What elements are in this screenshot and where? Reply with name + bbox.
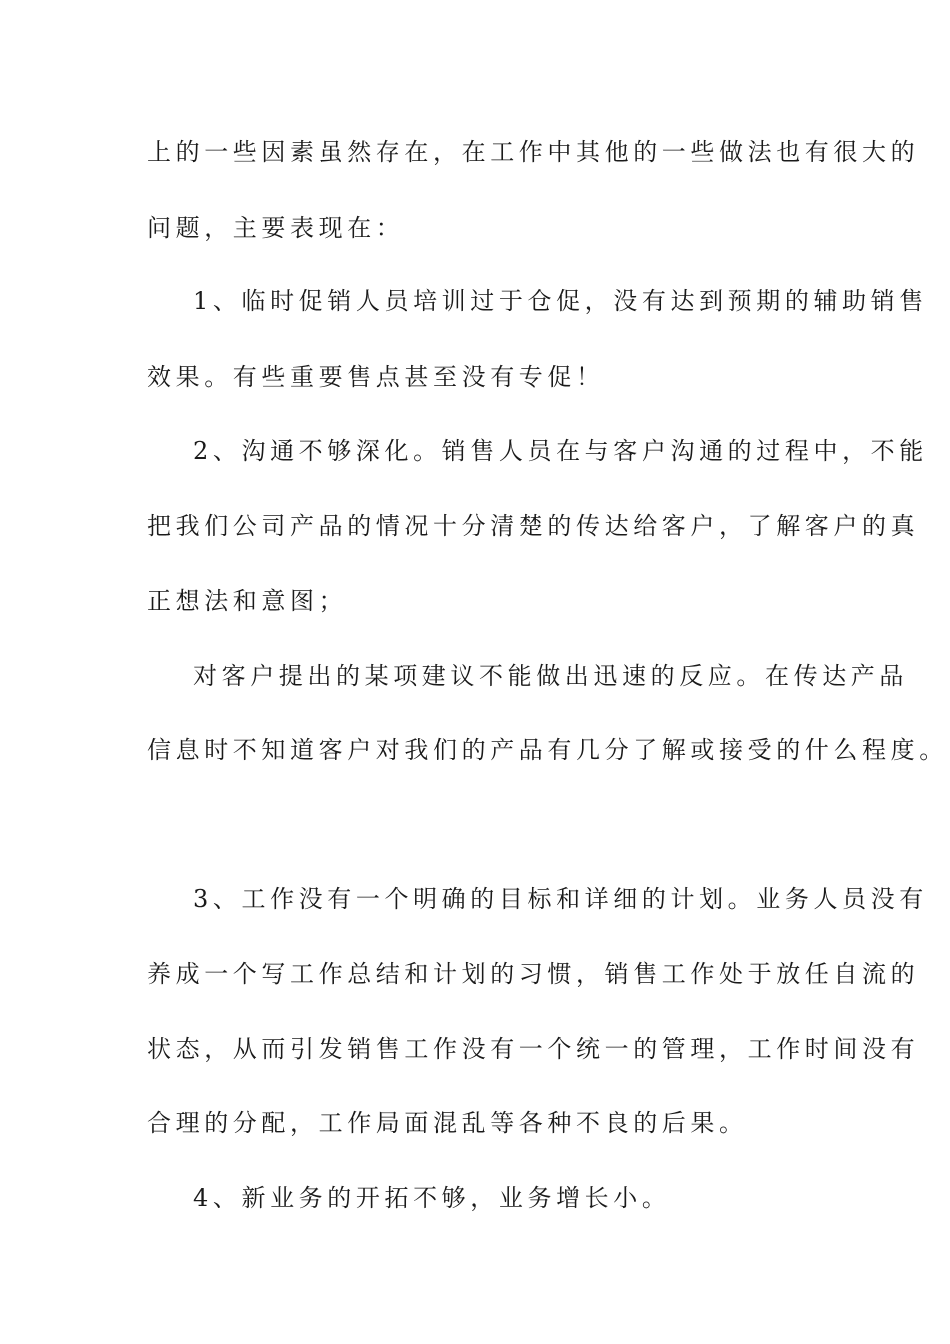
text-line: 正想法和意图； [147, 587, 348, 615]
text-line: 问题，主要表现在： [147, 214, 405, 242]
text-line: 信息时不知道客户对我们的产品有几分了解或接受的什么程度。 [147, 736, 948, 764]
text-line: 养成一个写工作总结和计划的习惯，销售工作处于放任自流的 [147, 960, 920, 988]
paragraph-start: 对客户提出的某项建议不能做出迅速的反应。在传达产品 [193, 662, 908, 690]
list-item-4: 4、新业务的开拓不够，业务增长小。 [193, 1184, 671, 1212]
text-line: 合理的分配，工作局面混乱等各种不良的后果。 [147, 1109, 748, 1137]
text-line: 把我们公司产品的情况十分清楚的传达给客户，了解客户的真 [147, 512, 920, 540]
list-item-3: 3、工作没有一个明确的目标和详细的计划。业务人员没有 [193, 885, 928, 913]
text-line: 效果。有些重要售点甚至没有专促！ [147, 363, 605, 391]
text-line: 状态，从而引发销售工作没有一个统一的管理，工作时间没有 [147, 1035, 920, 1063]
list-item-2: 2、沟通不够深化。销售人员在与客户沟通的过程中，不能 [193, 437, 928, 465]
text-line: 上的一些因素虽然存在，在工作中其他的一些做法也有很大的 [147, 138, 920, 166]
list-item-1: 1、临时促销人员培训过于仓促，没有达到预期的辅助销售 [193, 287, 928, 315]
